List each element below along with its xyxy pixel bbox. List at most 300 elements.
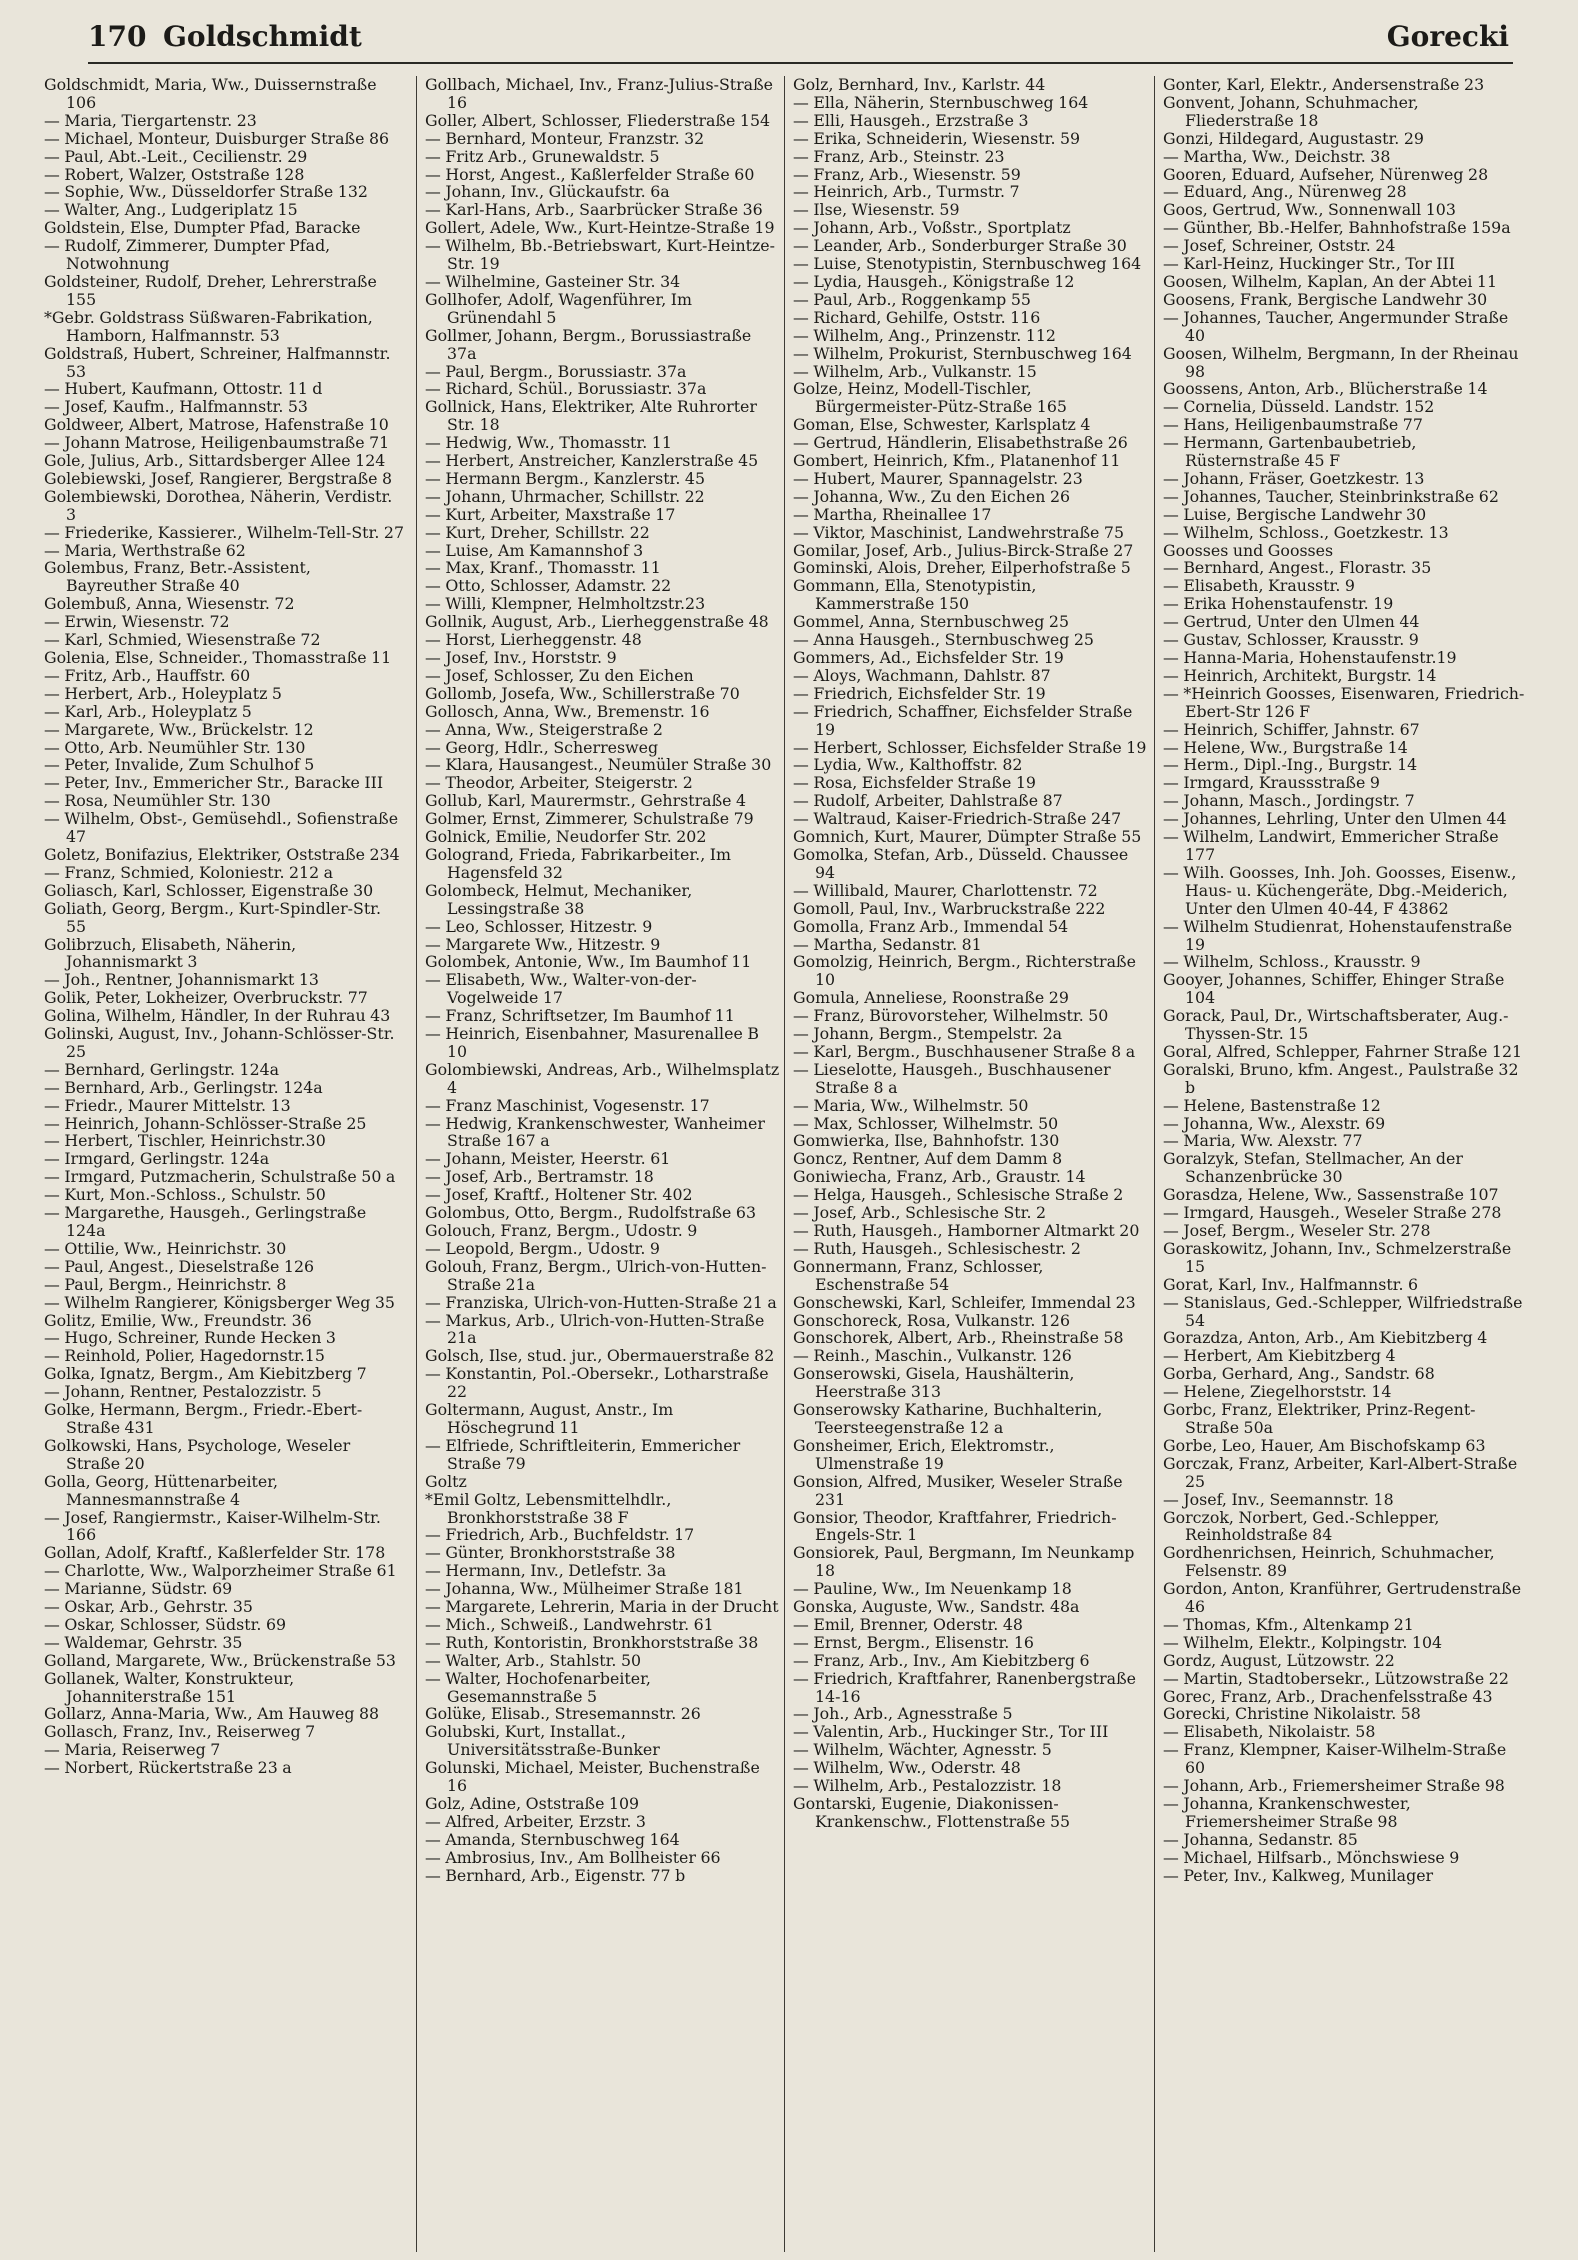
directory-entry: — Aloys, Wachmann, Dahlstr. 87 [793, 665, 1051, 685]
directory-entry: — Ruth, Hausgeh., Schlesischestr. 2 [793, 1238, 1081, 1258]
directory-entry: Gooyer, Johannes, Schiffer, Ehinger Straße 104 [1163, 970, 1505, 1008]
right-running-head: Gorecki [1386, 20, 1509, 53]
directory-entry: Golitz, Emilie, Ww., Freundstr. 36 [44, 1310, 312, 1330]
directory-entry: Gonska, Auguste, Ww., Sandstr. 48a [793, 1597, 1080, 1617]
directory-entry: Goosen, Wilhelm, Bergmann, In der Rheinau 98 [1163, 343, 1519, 381]
directory-entry: — Cornelia, Düsseld. Landstr. 152 [1163, 397, 1435, 417]
directory-entry: Gonter, Karl, Elektr., Andersenstraße 23 [1163, 76, 1485, 94]
directory-entry: Gollomb, Josefa, Ww., Schillerstraße 70 [425, 683, 740, 703]
directory-entry: — Elisabeth, Ww., Walter-von-der-Vogelweide 17 [425, 970, 697, 1008]
directory-entry: Goral, Alfred, Schlepper, Fahrner Straße 121 [1163, 1041, 1523, 1061]
directory-entry: — Maria, Ww. Alexstr. 77 [1163, 1131, 1363, 1151]
directory-entry: — Irmgard, Hausgeh., Weseler Straße 278 [1163, 1203, 1502, 1223]
directory-entry: — Herbert, Arb., Holeyplatz 5 [44, 683, 282, 703]
directory-entry: — Margarete Ww., Hitzestr. 9 [425, 934, 661, 954]
directory-entry: Gordhenrichsen, Heinrich, Schuhmacher, Felsenstr. 89 [1163, 1543, 1495, 1581]
directory-entry: — Wilhelm, Schloss., Krausstr. 9 [1163, 952, 1421, 972]
directory-entry: — Valentin, Arb., Huckinger Str., Tor III [793, 1722, 1109, 1742]
directory-entry: Golombeck, Helmut, Mechaniker, Lessingstraße 38 [425, 880, 693, 918]
directory-entry: Gorat, Karl, Inv., Halfmannstr. 6 [1163, 1274, 1419, 1294]
directory-entry: Gomoll, Paul, Inv., Warbruckstraße 222 [793, 898, 1106, 918]
directory-entry: — Anna Hausgeh., Sternbuschweg 25 [793, 630, 1094, 650]
directory-entry: Golkowski, Hans, Psychologe, Weseler Straße 20 [44, 1435, 351, 1473]
directory-entry: — Horst, Lierheggenstr. 48 [425, 630, 642, 650]
directory-entry: Golembuß, Anna, Wiesenstr. 72 [44, 594, 295, 614]
directory-entry: — Hedwig, Ww., Thomasstr. 11 [425, 433, 672, 453]
directory-entry: Gonschewski, Karl, Schleifer, Immendal 23 [793, 1292, 1136, 1312]
directory-entry: — Paul, Abt.-Leit., Cecilienstr. 29 [44, 146, 308, 166]
directory-entry: — Reinhold, Polier, Hagedornstr.15 [44, 1346, 325, 1366]
directory-entry: — Georg, Hdlr., Scherresweg [425, 737, 659, 757]
directory-entry: — Ruth, Kontoristin, Bronkhorststraße 38 [425, 1632, 759, 1652]
directory-entry: — Walter, Arb., Stahlstr. 50 [425, 1650, 642, 1670]
directory-entry: Golina, Wilhelm, Händler, In der Ruhrau 43 [44, 1006, 391, 1026]
directory-entry: — Max, Schlosser, Wilhelmstr. 50 [793, 1113, 1059, 1133]
directory-entry: — Johanna, Sedanstr. 85 [1163, 1829, 1358, 1849]
directory-entry: — Otto, Arb. Neumühler Str. 130 [44, 737, 306, 757]
directory-entry: — Wilhelm, Landwirt, Emmericher Straße 177 [1163, 827, 1499, 864]
column-3 [784, 76, 1149, 2252]
directory-entry: — Helga, Hausgeh., Schlesische Straße 2 [793, 1185, 1124, 1205]
directory-entry: — Wilhelm, Ww., Oderstr. 48 [793, 1758, 1021, 1778]
directory-entry: — Heinrich, Arb., Turmstr. 7 [793, 182, 1020, 202]
directory-entry: — Josef, Inv., Horststr. 9 [425, 648, 617, 667]
directory-entry: Goller, Albert, Schlosser, Fliederstraße 154 [425, 110, 771, 130]
directory-entry: — Hugo, Schreiner, Runde Hecken 3 [44, 1328, 336, 1348]
directory-entry: — Irmgard, Gerlingstr. 124a [44, 1149, 270, 1169]
page-number: 170 [88, 20, 147, 53]
directory-entry: — Karl-Hans, Arb., Saarbrücker Straße 36 [425, 200, 763, 220]
directory-entry: — Paul, Angest., Dieselstraße 126 [44, 1256, 315, 1276]
directory-entry: — Günter, Bronkhorststraße 38 [425, 1543, 676, 1563]
directory-entry: — Hans, Heiligenbaumstraße 77 [1163, 415, 1423, 435]
directory-entry: — Bernhard, Angest., Florastr. 35 [1163, 558, 1432, 578]
directory-entry: Golik, Peter, Lokheizer, Overbruckstr. 77 [44, 988, 368, 1008]
directory-entry: — Paul, Bergm., Borussiastr. 37a [425, 361, 687, 381]
directory-entry: — Josef, Rangiermstr., Kaiser-Wilhelm-Str. 166 [44, 1507, 381, 1545]
directory-entry: — Herbert, Anstreicher, Kanzlerstraße 45 [425, 451, 759, 471]
directory-entry: — Bernhard, Arb., Gerlingstr. 124a [44, 1077, 323, 1097]
directory-entry: — Bernhard, Arb., Eigenstr. 77 b [425, 1865, 686, 1885]
directory-entry: — Franz, Klempner, Kaiser-Wilhelm-Straße 60 [1163, 1740, 1507, 1778]
directory-entry: — Herbert, Am Kiebitzberg 4 [1163, 1346, 1396, 1366]
directory-entry: — Franz, Arb., Wiesenstr. 59 [793, 164, 1021, 184]
directory-entry: — Josef, Arb., Bertramstr. 18 [425, 1167, 654, 1187]
directory-entry: — Gertrud, Unter den Ulmen 44 [1163, 612, 1420, 632]
directory-entry: — Theodor, Arbeiter, Steigerstr. 2 [425, 773, 693, 793]
directory-entry: — Elisabeth, Nikolaistr. 58 [1163, 1722, 1376, 1742]
directory-entry: — Eduard, Ang., Nürenweg 28 [1163, 182, 1407, 202]
directory-entry: Gorasdza, Helene, Ww., Sassenstraße 107 [1163, 1185, 1499, 1205]
directory-entry: — Josef, Schlosser, Zu den Eichen [425, 665, 694, 685]
directory-entry: — Alfred, Arbeiter, Erzstr. 3 [425, 1811, 646, 1831]
directory-entry: — Kurt, Arbeiter, Maxstraße 17 [425, 504, 676, 524]
directory-entry: — Johannes, Taucher, Steinbrinkstraße 62 [1163, 486, 1499, 506]
directory-entry: — Pauline, Ww., Im Neuenkamp 18 [793, 1579, 1072, 1599]
directory-entry: — Josef, Arb., Schlesische Str. 2 [793, 1203, 1047, 1223]
directory-entry: Golembiewski, Dorothea, Näherin, Verdistr. 3 [44, 486, 393, 524]
directory-entry: Gollan, Adolf, Kraftf., Kaßlerfelder Str. 178 [44, 1543, 386, 1563]
directory-entry: Goosses und Goosses [1163, 540, 1334, 560]
directory-entry: — Willibald, Maurer, Charlottenstr. 72 [793, 880, 1098, 900]
directory-entry: Gorczak, Franz, Arbeiter, Karl-Albert-Straße 25 [1163, 1453, 1518, 1491]
directory-entry: — Robert, Walzer, Oststraße 128 [44, 164, 305, 184]
directory-entry: Gommel, Anna, Sternbuschweg 25 [793, 612, 1070, 632]
directory-entry: — Paul, Arb., Roggenkamp 55 [793, 289, 1031, 309]
directory-entry: Gontarski, Eugenie, Diakonissen-Krankenschw., Flottenstraße 55 [793, 1794, 1071, 1831]
directory-entry: — Friedrich, Arb., Buchfeldstr. 17 [425, 1525, 695, 1545]
directory-entry: — Wilhelmine, Gasteiner Str. 34 [425, 271, 681, 291]
directory-entry: Golke, Hermann, Bergm., Friedr.-Ebert-Straße 431 [44, 1400, 363, 1437]
directory-entry: — Josef, Bergm., Weseler Str. 278 [1163, 1221, 1431, 1240]
directory-entry: — Hermann Bergm., Kanzlerstr. 45 [425, 468, 706, 488]
directory-entry: — Hubert, Kaufmann, Ottostr. 11 d [44, 379, 323, 399]
directory-entry: Goncz, Rentner, Auf dem Damm 8 [793, 1149, 1063, 1169]
directory-entry: — Josef, Kaufm., Halfmannstr. 53 [44, 397, 308, 417]
directory-entry: — Max, Kranf., Thomasstr. 11 [425, 558, 661, 578]
directory-entry: — Helene, Bastenstraße 12 [1163, 1095, 1381, 1115]
directory-entry: — Friedrich, Eichsfelder Str. 19 [793, 683, 1046, 703]
directory-entry: — Wilhelm, Elektr., Kolpingstr. 104 [1163, 1632, 1443, 1652]
directory-entry: — Klara, Hausangest., Neumüler Straße 30 [425, 755, 772, 775]
directory-entry: Golunski, Michael, Meister, Buchenstraße 16 [425, 1758, 760, 1796]
directory-entry: — Luise, Bergische Landwehr 30 [1163, 504, 1427, 524]
directory-entry: — Wilhelm, Arb., Vulkanstr. 15 [793, 361, 1037, 381]
directory-entry: — Ernst, Bergm., Elisenstr. 16 [793, 1632, 1034, 1652]
directory-entry: — Lieselotte, Hausgeh., Buschhausener Straße 8 a [793, 1059, 1111, 1097]
directory-entry: Gorack, Paul, Dr., Wirtschaftsberater, Aug.-Thyssen-Str. 15 [1163, 1006, 1509, 1044]
directory-entry: — Markus, Arb., Ulrich-von-Hutten-Straße 21a [425, 1310, 765, 1348]
directory-entry: — Walter, Ang., Ludgeriplatz 15 [44, 200, 298, 220]
directory-entry: — Ilse, Wiesenstr. 59 [793, 200, 960, 220]
directory-entry: — Mich., Schweiß., Landwehrstr. 61 [425, 1614, 714, 1634]
directory-entry: Golouh, Franz, Bergm., Ulrich-von-Hutten-Straße 21a [425, 1256, 767, 1294]
directory-entry: — Heinrich, Architekt, Burgstr. 14 [1163, 665, 1437, 685]
directory-entry: — Peter, Inv., Kalkweg, Munilager [1163, 1865, 1434, 1885]
directory-entry: Goosen, Wilhelm, Kaplan, An der Abtei 11 [1163, 271, 1498, 291]
directory-entry: — Stanislaus, Ged.-Schlepper, Wilfriedstraße 54 [1163, 1292, 1523, 1330]
directory-entry: — Hanna-Maria, Hohenstaufenstr.19 [1163, 648, 1457, 667]
directory-entry: — Leo, Schlosser, Hitzestr. 9 [425, 916, 653, 936]
directory-entry: — Herbert, Schlosser, Eichsfelder Straße 19 [793, 737, 1147, 757]
directory-entry: Golouch, Franz, Bergm., Udostr. 9 [425, 1221, 698, 1240]
directory-entry: — Amanda, Sternbuschweg 164 [425, 1829, 680, 1849]
directory-entry: — Sophie, Ww., Düsseldorfer Straße 132 [44, 182, 368, 202]
directory-entry: — Karl, Schmied, Wiesenstraße 72 [44, 630, 321, 650]
directory-entry: — Willi, Klempner, Helmholtzstr.23 [425, 594, 706, 614]
directory-entry: Golmer, Ernst, Zimmerer, Schulstraße 79 [425, 809, 754, 829]
directory-entry: — Wilhelm, Arb., Pestalozzistr. 18 [793, 1776, 1062, 1796]
directory-entry: — Walter, Hochofenarbeiter, Gesemannstraße 5 [425, 1668, 651, 1706]
directory-entry: Golüke, Elisab., Stresemannstr. 26 [425, 1704, 701, 1724]
directory-entry: — Lydia, Ww., Kalthoffstr. 82 [793, 755, 1023, 775]
directory-entry: — Kurt, Mon.-Schloss., Schulstr. 50 [44, 1185, 326, 1205]
directory-entry: — Wilhelm, Wächter, Agnesstr. 5 [793, 1740, 1052, 1760]
directory-entry: — Oskar, Schlosser, Südstr. 69 [44, 1614, 287, 1634]
directory-entry: — Johann, Masch., Jordingstr. 7 [1163, 791, 1415, 811]
directory-entry: Gooren, Eduard, Aufseher, Nürenweg 28 [1163, 164, 1489, 184]
directory-entry: Gombert, Heinrich, Kfm., Platanenhof 11 [793, 451, 1121, 471]
directory-entry: — Hubert, Maurer, Spannagelstr. 23 [793, 468, 1083, 488]
directory-entry: Goldstraß, Hubert, Schreiner, Halfmannstr. 53 [44, 343, 391, 381]
directory-entry: — Johann, Bergm., Stempelstr. 2a [793, 1024, 1063, 1044]
directory-entry: — Wilhelm Rangierer, Königsberger Weg 35 [44, 1292, 395, 1312]
directory-entry: — Maria, Werthstraße 62 [44, 540, 246, 560]
directory-entry: — Oskar, Arb., Gehrstr. 35 [44, 1597, 253, 1617]
directory-entry: — Johannes, Lehrling, Unter den Ulmen 44 [1163, 809, 1507, 829]
directory-entry: Gommann, Ella, Stenotypistin, Kammerstraße 150 [793, 576, 1037, 614]
directory-entry: Gonsheimer, Erich, Elektromstr., Ulmenstraße 19 [793, 1435, 1055, 1473]
directory-entry: — Johannes, Taucher, Angermunder Straße 40 [1163, 307, 1509, 345]
directory-entry: — Waldemar, Gehrstr. 35 [44, 1632, 243, 1652]
directory-entry: Gologrand, Frieda, Fabrikarbeiter., Im Hagensfeld 32 [425, 844, 731, 882]
directory-entry: — Bernhard, Monteur, Franzstr. 32 [425, 128, 705, 148]
directory-entry: Gonschoreck, Rosa, Vulkanstr. 126 [793, 1310, 1071, 1330]
directory-entry: — Wilhelm, Obst-, Gemüsehdl., Sofienstraße 47 [44, 809, 399, 847]
directory-entry: — Hermann, Gartenbaubetrieb, Rüsternstraße 45 F [1163, 433, 1417, 471]
directory-entry: Gollnick, Hans, Elektriker, Alte Ruhrorter Str. 18 [425, 397, 757, 435]
directory-entry: Golz, Adine, Oststraße 109 [425, 1794, 640, 1813]
directory-entry: — Gustav, Schlosser, Krausstr. 9 [1163, 630, 1419, 650]
directory-entry: Golze, Heinz, Modell-Tischler, Bürgermeister-Pütz-Straße 165 [793, 379, 1067, 417]
directory-entry: — Luise, Am Kamannshof 3 [425, 540, 644, 560]
directory-entry: Goralski, Bruno, kfm. Angest., Paulstraße 32 b [1163, 1059, 1519, 1097]
directory-entry: Gonserowski, Gisela, Haushälterin, Heerstraße 313 [793, 1364, 1075, 1402]
directory-entry: — Joh., Rentner, Johannismarkt 13 [44, 970, 319, 990]
directory-entry: Golubski, Kurt, Installat., Universitätsstraße-Bunker [425, 1722, 660, 1760]
directory-entry: Gonvent, Johann, Schuhmacher, Fliederstraße 18 [1163, 92, 1419, 130]
directory-entry: — Wilhelm, Schloss., Goetzkestr. 13 [1163, 522, 1449, 542]
directory-entry: — Ella, Näherin, Sternbuschweg 164 [793, 92, 1089, 112]
directory-entry: — Elisabeth, Krausstr. 9 [1163, 576, 1355, 596]
directory-entry: — Richard, Schül., Borussiastr. 37a [425, 379, 707, 399]
directory-entry: Gomnich, Kurt, Maurer, Dümpter Straße 55 [793, 827, 1142, 847]
directory-entry: — Franz, Arb., Inv., Am Kiebitzberg 6 [793, 1650, 1090, 1670]
directory-entry: — Maria, Reiserweg 7 [44, 1740, 221, 1760]
directory-entry: Goliasch, Karl, Schlosser, Eigenstraße 30 [44, 880, 374, 900]
directory-entry: — Johanna, Ww., Zu den Eichen 26 [793, 486, 1071, 506]
directory-entry: Goliath, Georg, Bergm., Kurt-Spindler-Str. 55 [44, 898, 381, 936]
directory-entry: — Franziska, Ulrich-von-Hutten-Straße 21 a [425, 1292, 777, 1312]
directory-entry: — Wilh. Goosses, Inh. Joh. Goosses, Eisenw., Haus- u. Küchengeräte, Dbg.-Meiderich, Unter den Ulmen 40-44, F 43862 [1163, 862, 1517, 918]
directory-entry: — Friedr., Maurer Mittelstr. 13 [44, 1095, 291, 1115]
directory-entry: — Erwin, Wiesenstr. 72 [44, 612, 230, 632]
directory-entry: *Gebr. Goldstrass Süßwaren-Fabrikation, Hamborn, Halfmannstr. 53 [44, 307, 373, 345]
directory-entry: Golka, Ignatz, Bergm., Am Kiebitzberg 7 [44, 1364, 367, 1384]
directory-entry: — Friedrich, Kraftfahrer, Ranenbergstraße 14-16 [793, 1668, 1136, 1706]
directory-entry: Goldschmidt, Maria, Ww., Duissernstraße 106 [44, 76, 377, 112]
directory-entry: Golenia, Else, Schneider., Thomasstraße 11 [44, 648, 392, 667]
directory-entry: — Rudolf, Zimmerer, Dumpter Pfad, Notwohnung [44, 236, 331, 274]
directory-entry: — Richard, Gehilfe, Oststr. 116 [793, 307, 1041, 327]
directory-entry: — Horst, Angest., Kaßlerfelder Straße 60 [425, 164, 755, 184]
directory-entry: — Josef, Inv., Seemannstr. 18 [1163, 1489, 1394, 1509]
directory-entry: Gollnik, August, Arb., Lierheggenstraße 48 [425, 612, 769, 632]
directory-entry: Gorecki, Christine Nikolaistr. 58 [1163, 1704, 1421, 1724]
directory-entry: — Franz Maschinist, Vogesenstr. 17 [425, 1095, 710, 1115]
directory-entry: Gomwierka, Ilse, Bahnhofstr. 130 [793, 1131, 1060, 1151]
directory-entry: — Helene, Ziegelhorststr. 14 [1163, 1382, 1392, 1402]
directory-entry: Gorbc, Franz, Elektriker, Prinz-Regent-Straße 50a [1163, 1400, 1476, 1437]
directory-entry: Goossens, Anton, Arb., Blücherstraße 14 [1163, 379, 1488, 399]
directory-entry: — Erika, Schneiderin, Wiesenstr. 59 [793, 128, 1081, 148]
directory-entry: Golibrzuch, Elisabeth, Näherin, Johannismarkt 3 [44, 934, 297, 972]
directory-entry: — Fritz, Arb., Hauffstr. 60 [44, 665, 251, 685]
directory-entry: — Peter, Invalide, Zum Schulhof 5 [44, 755, 315, 775]
directory-entry: Goniwiecha, Franz, Arb., Graustr. 14 [793, 1167, 1086, 1187]
directory-entry: — Reinh., Maschin., Vulkanstr. 126 [793, 1346, 1072, 1366]
directory-entry: Gollarz, Anna-Maria, Ww., Am Hauweg 88 [44, 1704, 380, 1724]
directory-entry: Golland, Margarete, Ww., Brückenstraße 53 [44, 1650, 396, 1670]
directory-entry: Goos, Gertrud, Ww., Sonnenwall 103 [1163, 200, 1456, 220]
directory-entry: — Margarete, Lehrerin, Maria in der Drucht [425, 1597, 779, 1617]
directory-entry: Goltermann, August, Anstr., Im Höschegrund 11 [425, 1400, 674, 1437]
directory-entry: Gomolzig, Heinrich, Bergm., Richterstraße 10 [793, 952, 1136, 990]
directory-entry: Golz, Bernhard, Inv., Karlstr. 44 [793, 76, 1046, 94]
directory-entry: Goman, Else, Schwester, Karlsplatz 4 [793, 415, 1091, 435]
directory-entry: — Anna, Ww., Steigerstraße 2 [425, 719, 663, 739]
directory-entry: Golinski, August, Inv., Johann-Schlösser-Str. 25 [44, 1024, 395, 1061]
directory-entry: — Helene, Ww., Burgstraße 14 [1163, 737, 1408, 757]
directory-entry: — Johann, Meister, Heerstr. 61 [425, 1149, 671, 1169]
directory-entry: — Maria, Tiergartenstr. 23 [44, 110, 257, 130]
directory-entry: — Karl, Bergm., Buschhausener Straße 8 a [793, 1041, 1136, 1061]
directory-entry: Golombek, Antonie, Ww., Im Baumhof 11 [425, 952, 752, 972]
entry-columns [44, 76, 1530, 2252]
directory-entry: — Rudolf, Arbeiter, Dahlstraße 87 [793, 791, 1063, 811]
directory-entry: — Hedwig, Krankenschwester, Wanheimer Straße 167 a [425, 1113, 765, 1151]
directory-entry: Golombiewski, Andreas, Arb., Wilhelmsplatz 4 [425, 1059, 780, 1097]
directory-entry: Golembus, Franz, Betr.-Assistent, Bayreuther Straße 40 [44, 558, 311, 596]
directory-entry: — Emil, Brenner, Oderstr. 48 [793, 1614, 1023, 1634]
directory-entry: — Herm., Dipl.-Ing., Burgstr. 14 [1163, 755, 1418, 775]
directory-entry: Gollasch, Franz, Inv., Reiserweg 7 [44, 1722, 316, 1742]
directory-entry: Goldweer, Albert, Matrose, Hafenstraße 10 [44, 415, 389, 435]
directory-entry: — Wilhelm, Bb.-Betriebswart, Kurt-Heintze-Str. 19 [425, 236, 775, 274]
directory-entry: Golsch, Ilse, stud. jur., Obermauerstraße 82 [425, 1346, 775, 1366]
directory-entry: — Ambrosius, Inv., Am Bollheister 66 [425, 1847, 721, 1867]
directory-entry: — Lydia, Hausgeh., Königstraße 12 [793, 271, 1075, 291]
left-running-head: Goldschmidt [163, 20, 362, 53]
directory-entry: — Wilhelm Studienrat, Hohenstaufenstraße 19 [1163, 916, 1513, 954]
directory-entry: Gorazdza, Anton, Arb., Am Kiebitzberg 4 [1163, 1328, 1488, 1348]
directory-entry: Gollub, Karl, Maurermstr., Gehrstraße 4 [425, 791, 747, 811]
directory-entry: — Thomas, Kfm., Altenkamp 21 [1163, 1614, 1414, 1634]
directory-entry: Gorczok, Norbert, Ged.-Schlepper, Reinholdstraße 84 [1163, 1507, 1440, 1545]
directory-entry: — Heinrich, Johann-Schlösser-Straße 25 [44, 1113, 367, 1133]
directory-entry: — Ruth, Hausgeh., Hamborner Altmarkt 20 [793, 1221, 1140, 1240]
page-header [88, 18, 1513, 64]
directory-entry: *Emil Goltz, Lebensmittelhdlr., Bronkhorststraße 38 F [425, 1489, 672, 1527]
directory-entry: Gorbe, Leo, Hauer, Am Bischofskamp 63 [1163, 1435, 1486, 1455]
directory-entry: — Bernhard, Gerlingstr. 124a [44, 1059, 280, 1079]
directory-entry: — Karl-Heinz, Huckinger Str., Tor III [1163, 254, 1455, 274]
directory-entry: Goldstein, Else, Dumpter Pfad, Baracke [44, 218, 361, 238]
directory-entry: — Johann, Fräser, Goetzkestr. 13 [1163, 468, 1425, 488]
directory-entry: — Martha, Ww., Deichstr. 38 [1163, 146, 1391, 166]
directory-entry: Gonsior, Theodor, Kraftfahrer, Friedrich-Engels-Str. 1 [793, 1507, 1117, 1545]
directory-entry: Gorba, Gerhard, Ang., Sandstr. 68 [1163, 1364, 1435, 1384]
directory-entry: Gollanek, Walter, Konstrukteur, Johanniterstraße 151 [44, 1668, 295, 1706]
directory-entry: Gordz, August, Lützowstr. 22 [1163, 1650, 1395, 1670]
directory-entry: Goosens, Frank, Bergische Landwehr 30 [1163, 289, 1488, 309]
directory-entry: — Wilhelm, Prokurist, Sternbuschweg 164 [793, 343, 1132, 363]
directory-entry: Gonsiorek, Paul, Bergmann, Im Neunkamp 18 [793, 1543, 1135, 1581]
directory-entry: — Johann, Uhrmacher, Schillstr. 22 [425, 486, 705, 506]
directory-entry: — Irmgard, Putzmacherin, Schulstraße 50 a [44, 1167, 396, 1187]
directory-entry: — Rosa, Eichsfelder Straße 19 [793, 773, 1036, 793]
directory-entry: — Günther, Bb.-Helfer, Bahnhofstraße 159a [1163, 218, 1511, 238]
directory-entry: — Leander, Arb., Sonderburger Straße 30 [793, 236, 1127, 256]
directory-entry: — Maria, Ww., Wilhelmstr. 50 [793, 1095, 1029, 1115]
directory-entry: — Franz, Schmied, Koloniestr. 212 a [44, 862, 334, 882]
column-2 [416, 76, 781, 2252]
directory-entry: — Karl, Arb., Holeyplatz 5 [44, 701, 252, 721]
directory-entry: Goltz [425, 1471, 467, 1491]
directory-entry: Golnick, Emilie, Neudorfer Str. 202 [425, 827, 707, 847]
directory-entry: Gonnermann, Franz, Schlosser, Eschenstraße 54 [793, 1256, 1044, 1294]
directory-entry: — Leopold, Bergm., Udostr. 9 [425, 1238, 660, 1258]
directory-entry: — Waltraud, Kaiser-Friedrich-Straße 247 [793, 809, 1122, 829]
directory-entry: Gollosch, Anna, Ww., Bremenstr. 16 [425, 701, 710, 721]
directory-entry: — Johann, Arb., Voßstr., Sportplatz [793, 218, 1071, 238]
directory-entry: Gomula, Anneliese, Roonstraße 29 [793, 988, 1069, 1008]
directory-entry: — Konstantin, Pol.-Obersekr., Lotharstraße 22 [425, 1364, 769, 1402]
directory-entry: Gonschorek, Albert, Arb., Rheinstraße 58 [793, 1328, 1124, 1348]
directory-entry: — Franz, Bürovorsteher, Wilhelmstr. 50 [793, 1006, 1109, 1026]
directory-entry: Gonserowsky Katharine, Buchhalterin, Teersteegenstraße 12 a [793, 1400, 1103, 1437]
directory-entry: — Paul, Bergm., Heinrichstr. 8 [44, 1274, 287, 1294]
directory-entry: Gordon, Anton, Kranführer, Gertrudenstraße 46 [1163, 1579, 1522, 1617]
directory-entry: — Elfriede, Schriftleiterin, Emmericher Straße 79 [425, 1435, 741, 1473]
directory-entry: — Josef, Kraftf., Holtener Str. 402 [425, 1185, 693, 1205]
directory-entry: — Erika Hohenstaufenstr. 19 [1163, 594, 1394, 614]
directory-entry: Golebiewski, Josef, Rangierer, Bergstraße 8 [44, 468, 393, 488]
directory-entry: Gollbach, Michael, Inv., Franz-Julius-Straße 16 [425, 76, 773, 112]
directory-entry: — Irmgard, Kraussstraße 9 [1163, 773, 1380, 793]
directory-entry: — Friederike, Kassierer., Wilhelm-Tell-Str. 27 [44, 522, 404, 542]
directory-entry: — Charlotte, Ww., Walporzheimer Straße 61 [44, 1561, 397, 1581]
directory-entry: Gorec, Franz, Arb., Drachenfelsstraße 43 [1163, 1686, 1493, 1706]
directory-entry: — Johanna, Ww., Mülheimer Straße 181 [425, 1579, 744, 1599]
directory-entry: Gollert, Adele, Ww., Kurt-Heintze-Straße 19 [425, 218, 775, 238]
directory-entry: — Michael, Monteur, Duisburger Straße 86 [44, 128, 390, 148]
directory-entry: — Friedrich, Schaffner, Eichsfelder Straße 19 [793, 701, 1133, 739]
directory-entry: — Herbert, Tischler, Heinrichstr.30 [44, 1131, 326, 1151]
directory-entry: — Margarete, Ww., Brückelstr. 12 [44, 719, 314, 739]
directory-entry: Gollmer, Johann, Bergm., Borussiastraße 37a [425, 325, 752, 363]
directory-entry: — Michael, Hilfsarb., Mönchswiese 9 [1163, 1847, 1460, 1867]
directory-entry: — Johanna, Ww., Alexstr. 69 [1163, 1113, 1386, 1133]
directory-entry: — Joh., Arb., Agnesstraße 5 [793, 1704, 1013, 1724]
directory-entry: — Heinrich, Schiffer, Jahnstr. 67 [1163, 719, 1420, 739]
directory-entry: — Johann, Rentner, Pestalozzistr. 5 [44, 1382, 322, 1402]
directory-entry: — Martha, Sedanstr. 81 [793, 934, 982, 954]
directory-entry: — Josef, Schreiner, Oststr. 24 [1163, 236, 1396, 256]
directory-entry: Golla, Georg, Hüttenarbeiter, Mannesmannstraße 4 [44, 1471, 279, 1509]
column-1 [44, 76, 404, 2252]
directory-entry: Gommers, Ad., Eichsfelder Str. 19 [793, 648, 1064, 667]
directory-entry: — Ottilie, Ww., Heinrichstr. 30 [44, 1238, 287, 1258]
directory-entry: — Viktor, Maschinist, Landwehrstraße 75 [793, 522, 1125, 542]
directory-entry: — Johann, Inv., Glückaufstr. 6a [425, 182, 670, 202]
directory-entry: — Heinrich, Eisenbahner, Masurenallee B 10 [425, 1024, 759, 1061]
directory-entry: Gominski, Alois, Dreher, Eilperhofstraße 5 [793, 558, 1131, 578]
directory-entry: Goraskowitz, Johann, Inv., Schmelzerstraße 15 [1163, 1238, 1512, 1276]
directory-entry: — Johann Matrose, Heiligenbaumstraße 71 [44, 433, 390, 453]
directory-entry: — Marianne, Südstr. 69 [44, 1579, 233, 1599]
directory-entry: — Gertrud, Händlerin, Elisabethstraße 26 [793, 433, 1128, 453]
